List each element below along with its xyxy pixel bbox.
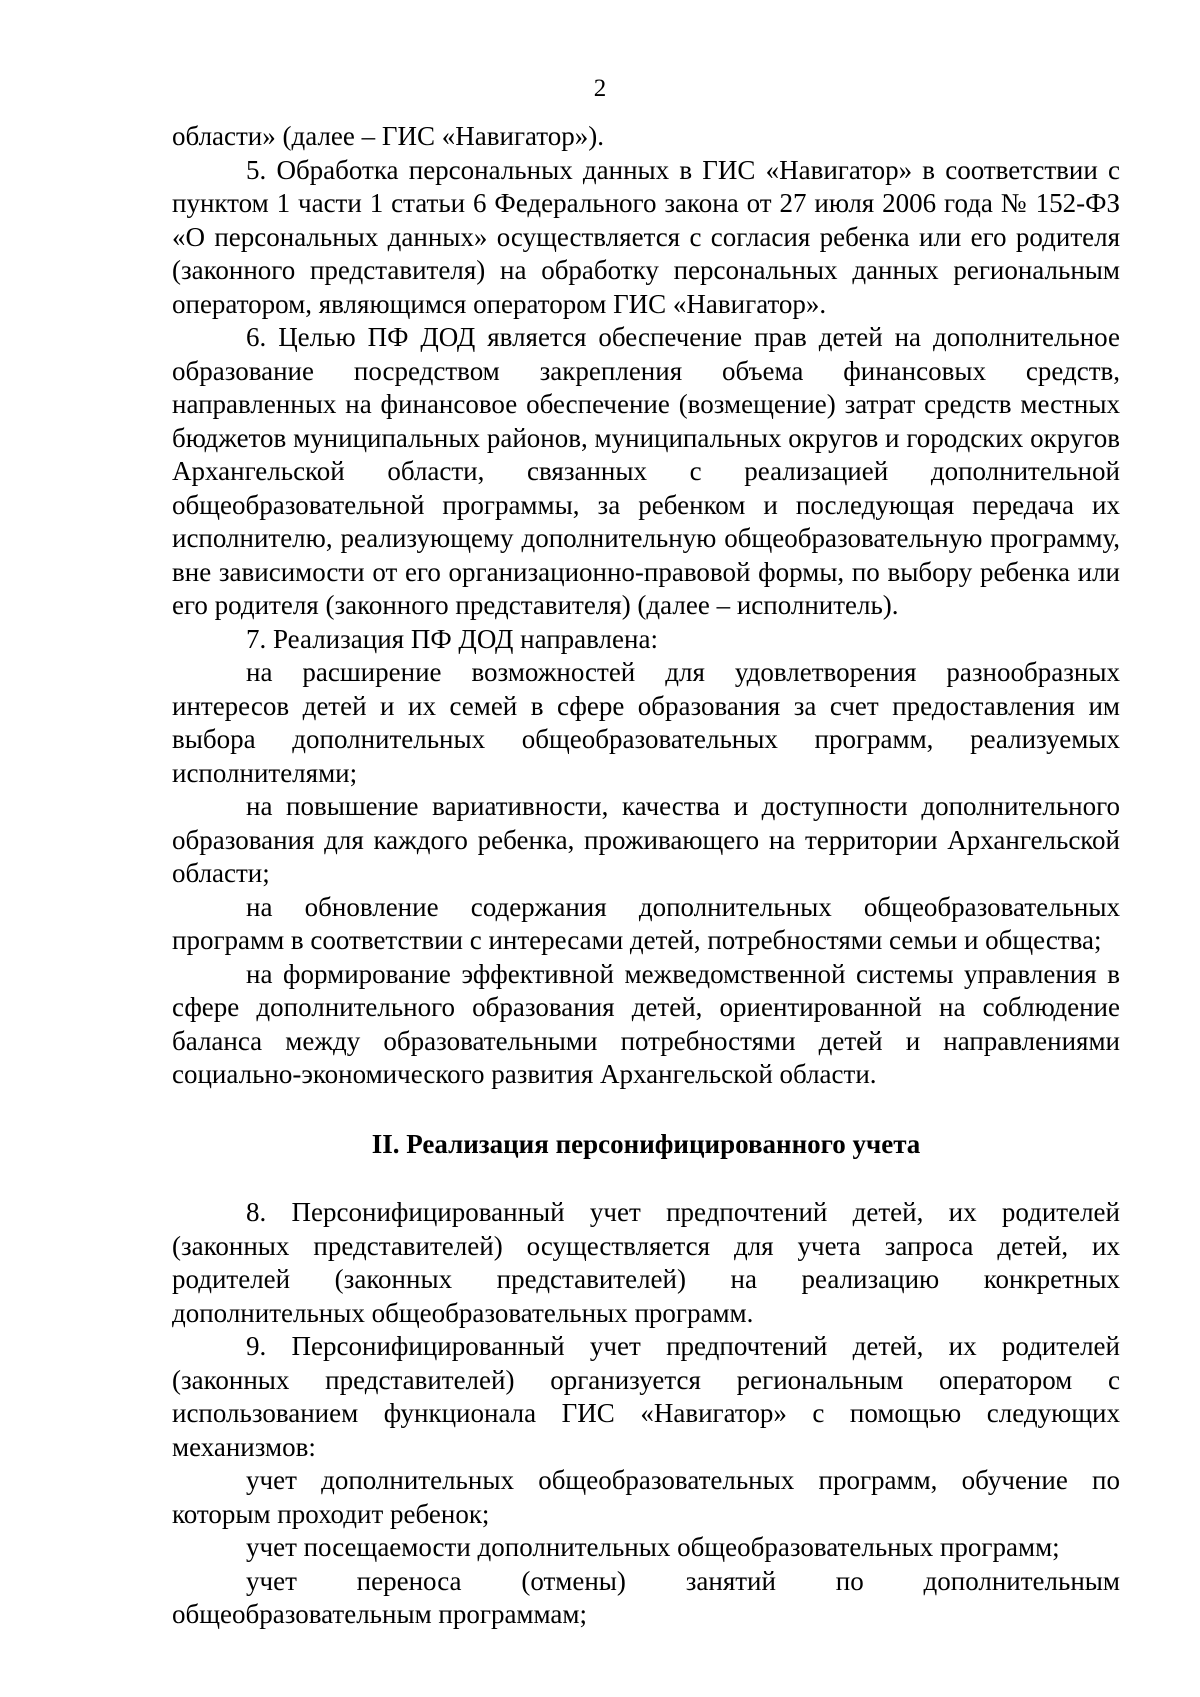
page-number: 2 xyxy=(593,75,607,102)
paragraph-continuation: области» (далее – ГИС «Навигатор»). xyxy=(172,121,604,151)
paragraph-8: 8. Персонифицированный учет предпочтений детей, их родителей (законных представителей) осуществляется для учета запроса детей, их родителей (законных представителей) на реализацию конкретных дополнительных общеобразовательных программ. xyxy=(172,1197,1120,1328)
paragraph-7-item-4: на формирование эффективной межведомственной системы управления в сфере дополнительного образования детей, ориентированной на соблюдение баланса между образовательными потребностями детей и направлениями социально-экономического развития Архангельской области. xyxy=(172,958,1120,1089)
paragraph-9-item-1: учет дополнительных общеобразовательных программ, обучение по которым проходит ребенок; xyxy=(172,1465,1120,1529)
paragraph-7-item-3: на обновление содержания дополнительных общеобразовательных программ в соответствии с интересами детей, потребностями семьи и общества; xyxy=(172,891,1120,955)
paragraph-7: 7. Реализация ПФ ДОД направлена: xyxy=(246,623,658,654)
paragraph-9-item-2: учет посещаемости дополнительных общеобразовательных программ; xyxy=(246,1532,1060,1562)
document-body xyxy=(172,120,1120,1632)
paragraph-7-item-1: на расширение возможностей для удовлетворения разнообразных интересов детей и их семей в сфере образования за счет предоставления им выбора дополнительных общеобразовательных программ, реализуемых исполнителями; xyxy=(172,657,1120,788)
section-heading: II. Реализация персонифицированного учета xyxy=(371,1128,921,1159)
paragraph-7-item-2: на повышение вариативности, качества и доступности дополнительного образования для каждого ребенка, проживающего на территории Архангельской области; xyxy=(172,791,1120,888)
paragraph-6: 6. Целью ПФ ДОД является обеспечение прав детей на дополнительное образование посредством закрепления объема финансовых средств, направленных на финансовое обеспечение (возмещение) затрат средств местных бюджетов муниципальных районов, муниципальных округов и городских округов Архангельской области, связанных с реализацией дополнительной общеобразовательной программы, за ребенком и последующая передача их исполнителю, реализующему дополнительную общеобразовательную программу, вне зависимости от его организационно-правовой формы, по выбору ребенка или его родителя (законного представителя) (далее – исполнитель). xyxy=(172,322,1120,620)
paragraph-9: 9. Персонифицированный учет предпочтений детей, их родителей (законных представителей) организуется региональным оператором с использованием функционала ГИС «Навигатор» с помощью следующих механизмов: xyxy=(172,1331,1120,1462)
paragraph-9-item-3: учет переноса (отмены) занятий по дополнительным общеобразовательным программам; xyxy=(172,1565,1120,1629)
paragraph-5: 5. Обработка персональных данных в ГИС «Навигатор» в соответствии с пунктом 1 части 1 статьи 6 Федерального закона от 27 июля 2006 года № 152-ФЗ «О персональных данных» осуществляется с согласия ребенка или его родителя (законного представителя) на обработку персональных данных региональным оператором, являющимся оператором ГИС «Навигатор». xyxy=(172,154,1120,319)
